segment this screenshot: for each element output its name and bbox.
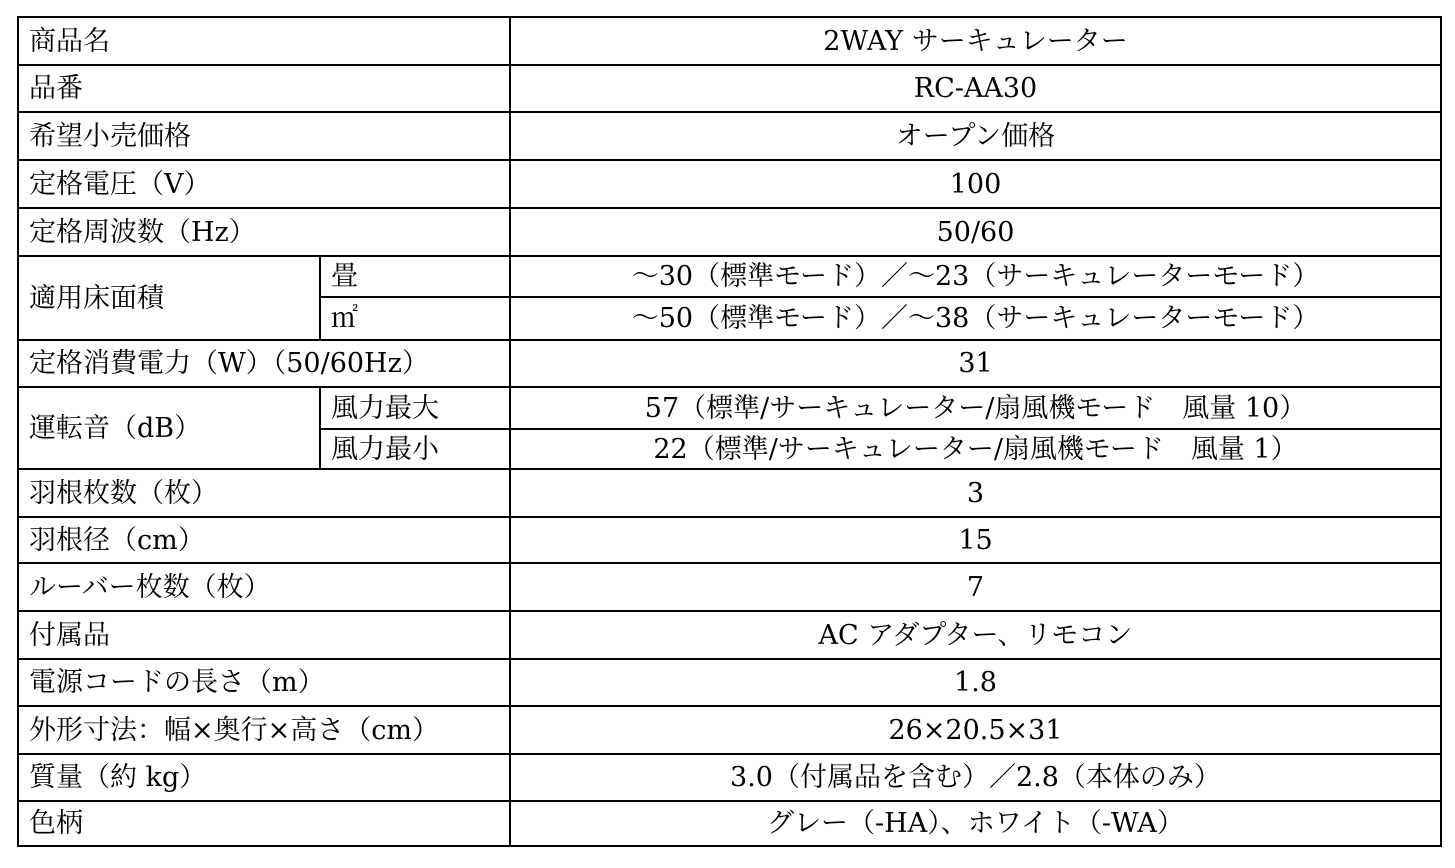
table-row bbox=[18, 469, 1441, 517]
spec-label-rated-frequency: 定格周波数（Hz） bbox=[18, 208, 510, 256]
spec-label-price: 希望小売価格 bbox=[18, 112, 510, 160]
spec-value-color: グレー（-HA）、ホワイト（-WA） bbox=[510, 801, 1441, 846]
spec-value-blade-count: 3 bbox=[510, 469, 1441, 517]
spec-value-model-number: RC-AA30 bbox=[510, 65, 1441, 112]
table-row bbox=[18, 112, 1441, 160]
spec-value-cord-length: 1.8 bbox=[510, 659, 1441, 706]
spec-sublabel-max-wind: 風力最大 bbox=[320, 387, 510, 429]
spec-value-noise-max: 57（標準/サーキュレーター/扇風機モード 風量 10） bbox=[510, 387, 1441, 429]
spec-value-power-consumption: 31 bbox=[510, 340, 1441, 387]
spec-value-rated-frequency: 50/60 bbox=[510, 208, 1441, 256]
spec-label-model-number: 品番 bbox=[18, 65, 510, 112]
spec-label-accessories: 付属品 bbox=[18, 611, 510, 659]
spec-value-noise-min: 22（標準/サーキュレーター/扇風機モード 風量 1） bbox=[510, 429, 1441, 469]
spec-label-dimensions: 外形寸法：幅×奥行×高さ（cm） bbox=[18, 706, 510, 754]
spec-value-price: オープン価格 bbox=[510, 112, 1441, 160]
spec-label-cord-length: 電源コードの長さ（m） bbox=[18, 659, 510, 706]
table-row bbox=[18, 340, 1441, 387]
table-row bbox=[18, 387, 1441, 429]
table-row bbox=[18, 517, 1441, 563]
spec-label-product-name: 商品名 bbox=[18, 17, 510, 65]
spec-value-weight: 3.0（付属品を含む）／2.8（本体のみ） bbox=[510, 754, 1441, 801]
spec-label-blade-count: 羽根枚数（枚） bbox=[18, 469, 510, 517]
spec-sublabel-min-wind: 風力最小 bbox=[320, 429, 510, 469]
spec-sublabel-tatami: 畳 bbox=[320, 256, 510, 297]
table-row bbox=[18, 611, 1441, 659]
table-row bbox=[18, 208, 1441, 256]
spec-label-noise: 運転音（dB） bbox=[18, 387, 320, 469]
spec-value-dimensions: 26×20.5×31 bbox=[510, 706, 1441, 754]
spec-value-blade-diameter: 15 bbox=[510, 517, 1441, 563]
spec-value-accessories: AC アダプター、リモコン bbox=[510, 611, 1441, 659]
table-row bbox=[18, 65, 1441, 112]
spec-value-product-name: 2WAY サーキュレーター bbox=[510, 17, 1441, 65]
spec-label-floor-area: 適用床面積 bbox=[18, 256, 320, 340]
table-row bbox=[18, 563, 1441, 611]
spec-table bbox=[17, 16, 1442, 847]
table-row bbox=[18, 801, 1441, 846]
spec-sublabel-square-meters: ㎡ bbox=[320, 297, 510, 340]
table-row bbox=[18, 754, 1441, 801]
spec-label-rated-voltage: 定格電圧（V） bbox=[18, 160, 510, 208]
spec-value-rated-voltage: 100 bbox=[510, 160, 1441, 208]
table-row bbox=[18, 160, 1441, 208]
spec-value-floor-area-tatami: ～30（標準モード）／～23（サーキュレーターモード） bbox=[510, 256, 1441, 297]
table-row bbox=[18, 17, 1441, 65]
table-row bbox=[18, 659, 1441, 706]
spec-label-louver-count: ルーバー枚数（枚） bbox=[18, 563, 510, 611]
spec-label-color: 色柄 bbox=[18, 801, 510, 846]
table-row bbox=[18, 706, 1441, 754]
spec-label-blade-diameter: 羽根径（cm） bbox=[18, 517, 510, 563]
table-row bbox=[18, 256, 1441, 297]
spec-label-power-consumption: 定格消費電力（W）（50/60Hz） bbox=[18, 340, 510, 387]
spec-label-weight: 質量（約 kg） bbox=[18, 754, 510, 801]
spec-value-louver-count: 7 bbox=[510, 563, 1441, 611]
spec-value-floor-area-square-meters: ～50（標準モード）／～38（サーキュレーターモード） bbox=[510, 297, 1441, 340]
